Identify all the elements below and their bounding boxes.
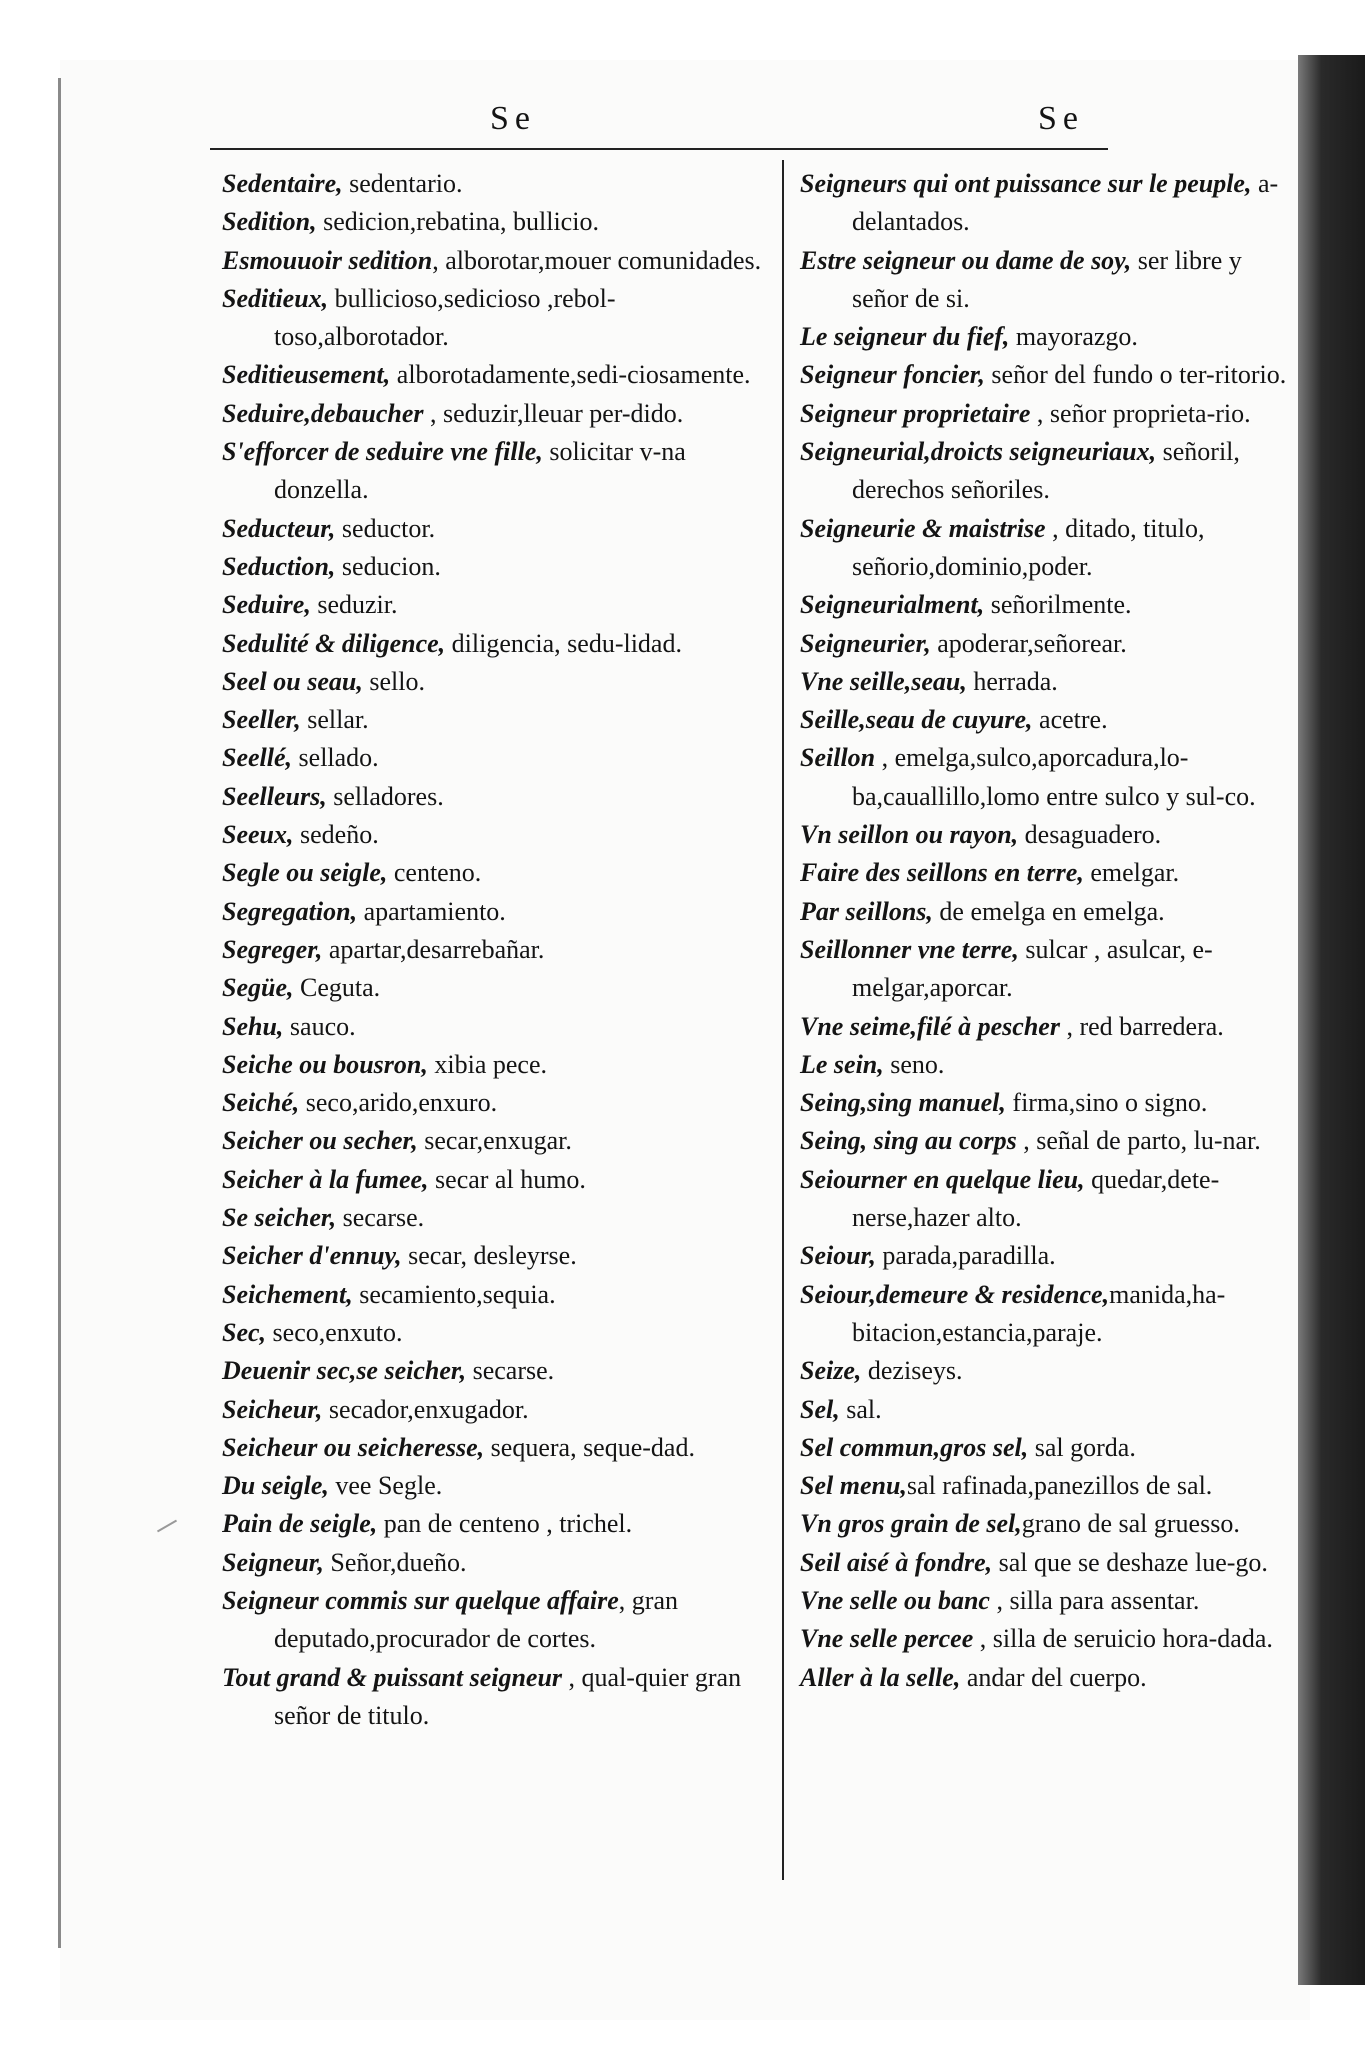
dictionary-entry [800,625,1300,663]
entry-gloss: xibia pece. [427,1049,547,1079]
entry-gloss: , emelga,sulco,aporcadura,lo-ba,cauallillo,lomo entre sulco y sul-co. [852,743,1256,811]
dictionary-entry [222,242,762,280]
dictionary-entry [222,1544,762,1582]
entry-gloss: solicitar v-na donzella. [274,437,686,505]
entry-headword: S'efforcer de seduire vne fille, [222,437,543,467]
entry-gloss: , señal de parto, lu-nar. [1016,1126,1261,1156]
dictionary-entry [222,1314,762,1352]
entry-gloss: apoderar,señorear. [930,628,1127,658]
entry-gloss: secar,enxugar. [417,1126,572,1156]
entry-headword: Seicher ou secher, [222,1126,418,1156]
entry-gloss: , seduzir,lleuar per-dido. [423,398,684,428]
entry-headword: Vne selle percee [800,1624,974,1654]
entry-headword: Aller à la selle, [800,1662,961,1692]
entry-gloss: , silla de seruicio hora-dada. [973,1624,1273,1654]
entry-gloss: , red barredera. [1059,1011,1224,1041]
entry-headword: Seiche ou bousron, [222,1049,428,1079]
entry-gloss: señorilmente. [984,590,1132,620]
dictionary-entry [800,1352,1300,1390]
entry-headword: Seiour,demeure & residence, [800,1279,1110,1309]
entry-gloss: sellar. [300,705,369,735]
dictionary-entry [222,1199,762,1237]
entry-headword: Sedition, [222,207,317,237]
entry-gloss: secador,enxugador. [322,1394,529,1424]
entry-headword: Segregation, [222,896,358,926]
dictionary-entry [800,1544,1300,1582]
dictionary-entry [222,1046,762,1084]
entry-headword: Sel, [800,1394,840,1424]
dictionary-entry [800,1237,1300,1275]
entry-gloss: , qual-quier gran señor de titulo. [274,1662,742,1730]
entry-gloss: vee Segle. [328,1471,443,1501]
entry-gloss: , ditado, titulo, señorio,dominio,poder. [852,513,1205,581]
entry-gloss: sulcar , asulcar, e-melgar,aporcar. [852,934,1213,1003]
entry-gloss: apartar,desarrebañar. [322,934,545,964]
entry-gloss: firma,sino o signo. [1005,1088,1208,1118]
entry-gloss: , silla para assentar. [989,1585,1200,1615]
page-left-edge [58,78,61,1948]
dictionary-entry [800,701,1300,739]
entry-headword: Pain de seigle, [222,1509,378,1539]
entry-headword: Vn gros grain de sel, [800,1509,1022,1539]
dictionary-entry [800,433,1300,510]
entry-gloss: Señor,dueño. [323,1547,467,1577]
dictionary-entry [800,356,1300,394]
dictionary-entry [800,931,1300,1008]
entry-headword: Seicheur ou seicheresse, [222,1432,485,1462]
dictionary-entry [222,395,762,433]
entry-headword: Seicher d'ennuy, [222,1241,402,1271]
dictionary-entry [222,1505,762,1543]
dictionary-entry [800,1046,1300,1084]
entry-gloss: alborotadamente,sedi-ciosamente. [390,360,751,390]
dictionary-entry [222,931,762,969]
entry-gloss: , gran deputado,procurador de cortes. [274,1585,678,1654]
dictionary-entry [222,1467,762,1505]
entry-headword: Du seigle, [222,1471,329,1501]
entry-headword: Seellé, [222,743,293,773]
entry-headword: Seducteur, [222,513,336,543]
dictionary-entry [222,663,762,701]
dictionary-entry [800,1008,1300,1046]
entry-headword: Sedulité & diligence, [222,628,446,658]
entry-gloss: sedentario. [342,169,463,198]
entry-headword: Vne selle ou banc [800,1585,990,1615]
entry-gloss: parada,paradilla. [875,1241,1056,1271]
entry-gloss: bullicioso,sedicioso ,rebol-toso,alborotador. [274,283,616,352]
entry-headword: Seigneur, [222,1547,324,1577]
entry-headword: Seigneur foncier, [800,360,985,390]
entry-gloss: seducion. [335,551,441,581]
dictionary-entry [800,816,1300,854]
entry-gloss: , señor proprieta-rio. [1030,398,1251,428]
entry-headword: Seize, [800,1356,862,1386]
entry-headword: Seeux, [222,820,294,850]
entry-headword: Deuenir sec,se seicher, [222,1356,467,1386]
entry-gloss: quedar,dete-nerse,hazer alto. [852,1164,1220,1233]
dictionary-entry [222,433,762,510]
entry-gloss: sequera, seque-dad. [484,1432,695,1462]
entry-gloss: sedeño. [293,820,379,850]
entry-headword: Le sein, [800,1049,884,1079]
dictionary-entry [222,548,762,586]
entry-headword: Seigneurialment, [800,590,985,620]
entry-headword: Segle ou seigle, [222,858,388,888]
dictionary-entry [222,1237,762,1275]
entry-gloss: seductor. [335,513,436,543]
entry-headword: Seelleurs, [222,781,327,811]
dictionary-entry [800,1122,1300,1160]
dictionary-entry [800,739,1300,816]
dictionary-entry [800,1391,1300,1429]
entry-gloss: centeno. [387,858,482,888]
header-left: Se [490,100,536,137]
entry-gloss: sal que se deshaze lue-go. [992,1547,1268,1577]
header-rule [210,148,1108,150]
dictionary-entry [222,854,762,892]
entry-headword: Faire des seillons en terre, [800,858,1084,888]
column-divider [782,160,784,1880]
dictionary-entry [222,1391,762,1429]
entry-gloss: sauco. [283,1011,356,1041]
dictionary-entry [800,1467,1300,1505]
entry-headword: Segreger, [222,934,323,964]
dictionary-entry [222,586,762,624]
dictionary-entry [800,586,1300,624]
dictionary-entry [800,242,1300,319]
entry-gloss: herrada. [966,666,1058,696]
entry-headword: Seeller, [222,705,301,735]
dictionary-entry [222,969,762,1007]
dictionary-entry [222,893,762,931]
entry-headword: Seille,seau de cuyure, [800,705,1033,735]
entry-headword: Seel ou seau, [222,666,363,696]
entry-headword: Seillon [800,743,876,773]
entry-headword: Seillonner vne terre, [800,934,1019,964]
page-binding-shadow [1298,55,1365,1985]
dictionary-entry [222,1429,762,1467]
entry-gloss: acetre. [1032,705,1108,735]
dictionary-entry [222,165,762,203]
dictionary-entry [800,165,1300,242]
dictionary-entry [222,1122,762,1160]
entry-gloss: a-delantados. [852,169,1279,237]
dictionary-entry [222,778,762,816]
dictionary-entry [800,395,1300,433]
entry-headword: Sehu, [222,1011,284,1041]
dictionary-entry [800,1161,1300,1238]
entry-gloss: Ceguta. [293,973,381,1003]
entry-headword: Seing, sing au corps [800,1126,1017,1156]
dictionary-entry [222,1276,762,1314]
entry-gloss: sellado. [292,743,379,773]
entry-gloss: secar al humo. [428,1164,586,1194]
entry-headword: Seigneurs qui ont puissance sur le peuple, [800,169,1252,198]
entry-gloss: ser libre y señor de si. [852,245,1242,313]
entry-headword: Seil aisé à fondre, [800,1547,993,1577]
entry-headword: Seigneur proprietaire [800,398,1031,428]
entry-headword: Seing,sing manuel, [800,1088,1006,1118]
dictionary-entry [222,701,762,739]
entry-headword: Seiour, [800,1241,876,1271]
entry-headword: Le seigneur du fief, [800,322,1010,352]
entry-headword: Següe, [222,973,294,1003]
dictionary-entry [800,1620,1300,1658]
entry-headword: Sedentaire, [222,169,343,198]
entry-gloss: desaguadero. [1018,820,1162,850]
entry-gloss: pan de centeno , trichel. [377,1509,633,1539]
dictionary-entry [222,356,762,394]
entry-gloss: diligencia, sedu-lidad. [445,628,682,658]
entry-headword: Sec, [222,1317,267,1347]
dictionary-entry [800,318,1300,356]
entry-headword: Esmouuoir sedition [222,245,433,275]
dictionary-entry [800,1084,1300,1122]
entry-headword: Seditieux, [222,283,329,313]
entry-headword: Seigneur commis sur quelque affaire [222,1585,619,1615]
entry-headword: Seicher à la fumee, [222,1164,429,1194]
dictionary-entry [222,625,762,663]
entry-gloss: seno. [883,1049,945,1079]
entry-headword: Seigneurie & maistrise [800,513,1046,543]
dictionary-entry [800,893,1300,931]
right-column [800,165,1300,1697]
dictionary-entry [800,1429,1300,1467]
entry-gloss: seco,enxuto. [266,1317,403,1347]
dictionary-entry [800,1582,1300,1620]
entry-gloss: secarse. [466,1356,555,1386]
entry-headword: Seiché, [222,1088,300,1118]
entry-headword: Seditieusement, [222,360,391,390]
entry-headword: Tout grand & puissant seigneur [222,1662,563,1692]
dictionary-entry [800,854,1300,892]
dictionary-entry [222,1582,762,1659]
dictionary-entry [800,510,1300,587]
entry-gloss: apartamiento. [357,896,506,926]
dictionary-entry [222,510,762,548]
header-right: Se [1038,100,1084,137]
entry-gloss: mayorazgo. [1009,322,1138,352]
entry-headword: Seicheur, [222,1394,323,1424]
dictionary-entry [800,1505,1300,1543]
entry-headword: Seigneurier, [800,628,931,658]
dictionary-entry [222,1161,762,1199]
entry-gloss: deziseys. [861,1356,963,1386]
entry-headword: Vne seime,filé à pescher [800,1011,1060,1041]
entry-gloss: secamiento,sequia. [352,1279,556,1309]
entry-headword: Vne seille,seau, [800,666,967,696]
dictionary-entry [222,280,762,357]
entry-gloss: sal. [839,1394,882,1424]
dictionary-entry [800,1659,1300,1697]
entry-gloss: seco,arido,enxuro. [299,1088,498,1118]
entry-gloss: andar del cuerpo. [960,1662,1147,1692]
entry-gloss: de emelga en emelga. [932,896,1165,926]
entry-headword: Se seicher, [222,1203,337,1233]
entry-gloss: selladores. [326,781,444,811]
dictionary-entry [222,1008,762,1046]
entry-headword: Seiourner en quelque lieu, [800,1164,1085,1194]
entry-gloss: secarse. [336,1203,425,1233]
entry-gloss: seduzir. [310,590,398,620]
dictionary-entry [222,1352,762,1390]
entry-gloss: señoril, derechos señoriles. [852,437,1240,505]
entry-headword: Sel commun,gros sel, [800,1432,1029,1462]
entry-headword: Seduire, [222,590,311,620]
dictionary-entry [222,1084,762,1122]
entry-headword: Sel menu, [800,1471,907,1501]
dictionary-entry [800,1276,1300,1353]
entry-headword: Seichement, [222,1279,353,1309]
dictionary-entry [222,1659,762,1736]
entry-headword: Seduire,debaucher [222,398,424,428]
entry-gloss: señor del fundo o ter-ritorio. [984,360,1287,390]
entry-gloss: manida,ha-bitacion,estancia,paraje. [852,1279,1226,1347]
entry-gloss: , alborotar,mouer comunidades. [432,245,762,275]
dictionary-entry [222,739,762,777]
dictionary-entry [222,203,762,241]
dictionary-entry [800,663,1300,701]
entry-gloss: emelgar. [1083,858,1180,888]
entry-headword: Par seillons, [800,896,933,926]
entry-gloss: sal rafinada,panezillos de sal. [906,1471,1213,1501]
entry-headword: Estre seigneur ou dame de soy, [800,245,1132,275]
left-column [222,165,762,1735]
entry-gloss: secar, desleyrse. [401,1241,577,1271]
entry-headword: Vn seillon ou rayon, [800,820,1019,850]
dictionary-entry [222,816,762,854]
entry-gloss: sedicion,rebatina, bullicio. [316,207,599,237]
entry-gloss: sal gorda. [1028,1432,1136,1462]
entry-gloss: sello. [362,666,425,696]
entry-headword: Seduction, [222,551,336,581]
entry-gloss: grano de sal gruesso. [1021,1509,1240,1539]
entry-headword: Seigneurial,droicts seigneuriaux, [800,437,1157,467]
